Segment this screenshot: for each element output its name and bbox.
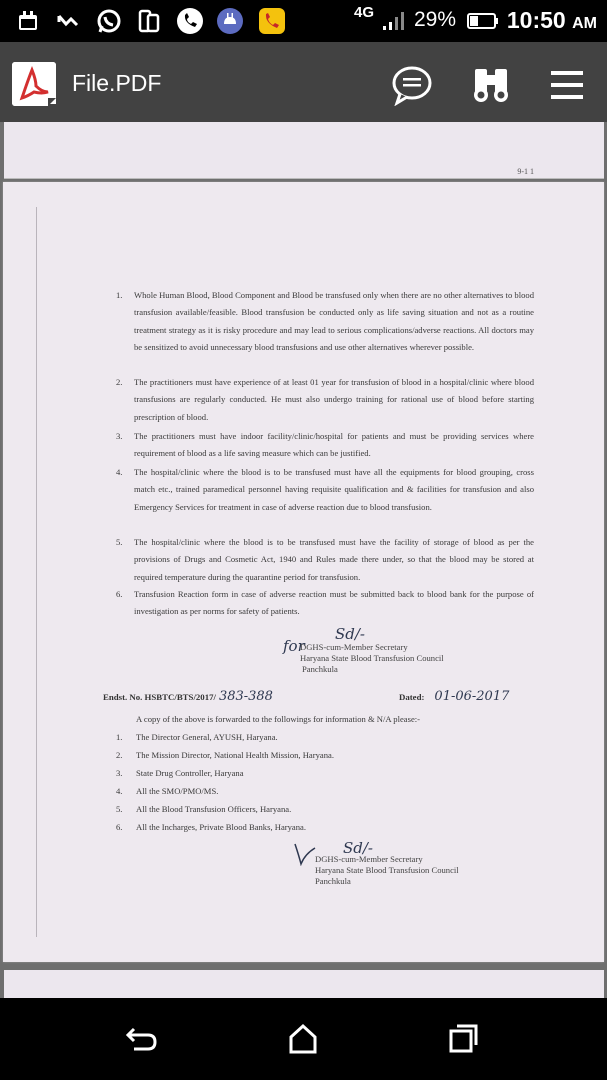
- list-item: 6. All the Incharges, Private Blood Banks, Haryana.: [116, 822, 307, 832]
- missed-call-icon: [54, 8, 82, 34]
- document-viewer[interactable]: [0, 122, 607, 998]
- list-item: 3. State Drug Controller, Haryana: [116, 768, 244, 778]
- status-bar: [0, 0, 607, 42]
- list-item: 4. The hospital/clinic where the blood is to be transfused must have all the equipments for blood grouping, cross match etc., trained paramedical personnel having requisite qualification and & facilities for transfusion and also Emergency Services for treatment in case of adverse reaction due to blood transfusion.: [116, 467, 534, 512]
- comment-icon[interactable]: [389, 62, 435, 108]
- pdf-page: [3, 182, 604, 962]
- menu-icon[interactable]: [544, 62, 590, 108]
- app-bar: [0, 42, 607, 122]
- date-field: Dated: 01-06-2017: [399, 689, 510, 704]
- list-item: 3. The practitioners must have indoor facility/clinic/hospital for patients and must be providing services where requirement of blood as a life saving measure which can be justified.: [116, 431, 534, 459]
- navigation-bar: [0, 998, 607, 1080]
- whatsapp-icon: [94, 8, 124, 34]
- handwritten-for: for: [283, 637, 305, 655]
- home-icon[interactable]: [281, 1020, 325, 1058]
- signal-icon: [380, 8, 408, 34]
- recents-icon[interactable]: [442, 1020, 486, 1058]
- calendar-icon: [14, 8, 42, 34]
- list-item: 1. The Director General, AYUSH, Haryana.: [116, 732, 278, 742]
- list-item: 1. Whole Human Blood, Blood Component and Blood be transfused only when there are no other alternatives to blood transfusion available/feasible. Blood transfusion be conducted only as life saving situation and not as a routine treatment strategy as it is risky procedure and may lead to serious complications/adverse reactions. All doctors may be sensitized to avoid unnecessary blood transfusions and use other alternatives wherever possible.: [116, 290, 534, 353]
- next-page: [4, 970, 604, 998]
- list-item: 6. Transfusion Reaction form in case of adverse reaction must be submitted back to blood bank for the purpose of investigation as per norms for safety of patients.: [116, 589, 534, 617]
- battery-percent: 29%: [414, 8, 457, 31]
- handwritten-signature: Sd/-: [343, 839, 373, 857]
- signatory-block: DGHS-cum-Member Secretary Haryana State Blood Transfusion Council Panchkula: [300, 642, 444, 674]
- network-type: 4G: [354, 4, 375, 21]
- android-icon: [214, 8, 246, 34]
- pdf-app-icon[interactable]: [12, 62, 56, 106]
- list-item: 5. The hospital/clinic where the blood is to be transfused must have the facility of storage of blood as per the provisions of Drugs and Cosmetic Act, 1940 and Rules made there under, so that the blood may be stored at required temperature during the quarantine period for transfusion.: [116, 537, 534, 582]
- list-item: 2. The Mission Director, National Health Mission, Haryana.: [116, 750, 334, 760]
- copy-forwarded-line: A copy of the above is forwarded to the followings for information & N/A please:-: [136, 714, 421, 724]
- back-icon[interactable]: [120, 1020, 164, 1058]
- battery-icon: [466, 8, 500, 34]
- dual-sim-icon: [136, 8, 162, 34]
- clock: 10:50 AM: [506, 7, 597, 33]
- phone-icon: [174, 8, 206, 34]
- handwritten-signature: Sd/-: [335, 625, 365, 643]
- previous-page: [4, 122, 604, 179]
- page-margin-line: [36, 207, 37, 937]
- binoculars-icon[interactable]: [468, 62, 514, 108]
- document-title: File.PDF: [72, 70, 162, 96]
- signature-mark-icon: [291, 842, 317, 866]
- page-number: 9-1 1: [517, 167, 534, 176]
- list-item: 5. All the Blood Transfusion Officers, Haryana.: [116, 804, 292, 814]
- list-item: 4. All the SMO/PMO/MS.: [116, 786, 219, 796]
- list-item: 2. The practitioners must have experience of at least 01 year for transfusion of blood in a hospital/clinic where blood transfusions are regularly conducted. He must also undergo training for rational use of blood before starting prescription of blood.: [116, 377, 534, 422]
- signatory-block: DGHS-cum-Member Secretary Haryana State Blood Transfusion Council Panchkula: [315, 854, 459, 886]
- call-app-icon: [256, 8, 288, 34]
- endorsement-number: Endst. No. HSBTC/BTS/2017/ 383-388: [103, 689, 273, 704]
